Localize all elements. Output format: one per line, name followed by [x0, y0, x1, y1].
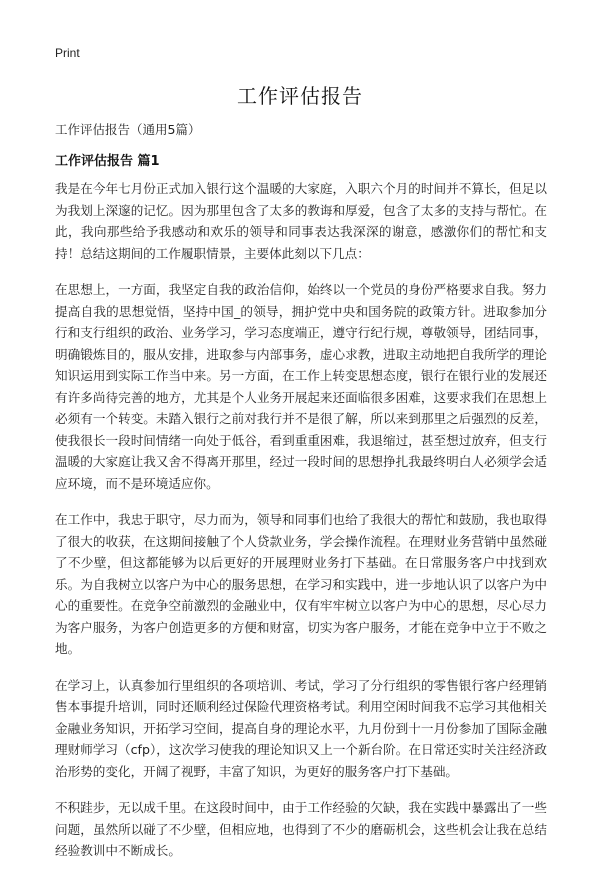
document-title: 工作评估报告	[237, 84, 363, 108]
paragraph-intro: 我是在今年七月份正式加入银行这个温暖的大家庭，入职六个月的时间并不算长，但足以为我划上深邃的记忆。因为那里包含了太多的教诲和厚爱，包含了太多的支持与帮忙。在此，我向那些给予我感动和欢乐的领导和同事表达我深深的谢意，感激你们的帮忙和支持！总结这期间的工作履职情景，主要体此刻以下几点：	[55, 181, 547, 261]
paragraph-work: 在工作中，我忠于职守，尽力而为，领导和同事们也给了我很大的帮忙和鼓励，我也取得了很大的收获，在这期间接触了个人贷款业务，学会操作流程。在理财业务营销中虽然碰了不少壁，但这都能够为以后更好的开展理财业务打下基础。在日常服务客户中找到欢乐。为自我树立以客户为中心的服务思想，在学习和实践中，进一步地认识了以客户为中心的重要性。在竞争空前激烈的金融业中，仅有牢牢树立以客户为中心的思想，尽心尽力为客户服务，为客户创造更多的方便和财富，切实为客户服务，才能在竞争中立于不败之地。	[55, 512, 547, 656]
article-body	[55, 178, 547, 877]
paragraph-study: 在学习上，认真参加行里组织的各项培训、考试，学习了分行组织的零售银行客户经理销售本事提升培训，同时还顺利经过保险代理资格考试。利用空闲时间我不忘学习其他相关金融业务知识，开拓学习空间，提高自身的理论水平，九月份到十一月份参加了国际金融理财师学习（cfp），这次学习使我的理论知识又上一个新台阶。在日常还实时关注经济政治形势的变化，开阔了视野，丰富了知识，为更好的服务客户打下基础。	[55, 677, 547, 779]
paragraph-thought: 在思想上，一方面，我坚定自我的政治信仰，始终以一个党员的身份严格要求自我。努力提高自我的思想觉悟，坚持中国_的领导，拥护党中央和国务院的政策方针。进取参加分行和支行组织的政治、业务学习，学习态度端正，遵守行纪行规，尊敬领导，团结同事，明确锻炼目的，服从安排，进取参与内部事务，虚心求教，进取主动地把自我所学的理论知识运用到实际工作当中来。另一方面，在工作上转变思想态度，银行在银行业的发展还有许多尚待完善的地方，尤其是个人业务开展起来还面临很多困难，这要求我们在思想上必须有一个转变。未踏入银行之前对我行并不是很了解，所以来到那里之后强烈的反差，使我很长一段时间情绪一向处于低谷，看到重重困难，我退缩过，甚至想过放弃，但支行温暖的大家庭让我又舍不得离开那里，经过一段时间的思想挣扎我最终明白人必须学会适应环境，而不是环境适应你。	[55, 282, 547, 491]
article-heading: 工作评估报告 篇1	[55, 154, 160, 169]
document-subtitle: 工作评估报告（通用5篇）	[55, 122, 201, 137]
print-link[interactable]: Print	[55, 46, 80, 60]
paragraph-reflection: 不积跬步，无以成千里。在这段时间中，由于工作经验的欠缺，我在实践中暴露出了一些问题，虽然所以碰了不少壁，但相应地，也得到了不少的磨砺机会，这些机会让我在总结经验教训中不断成长。	[55, 800, 547, 858]
